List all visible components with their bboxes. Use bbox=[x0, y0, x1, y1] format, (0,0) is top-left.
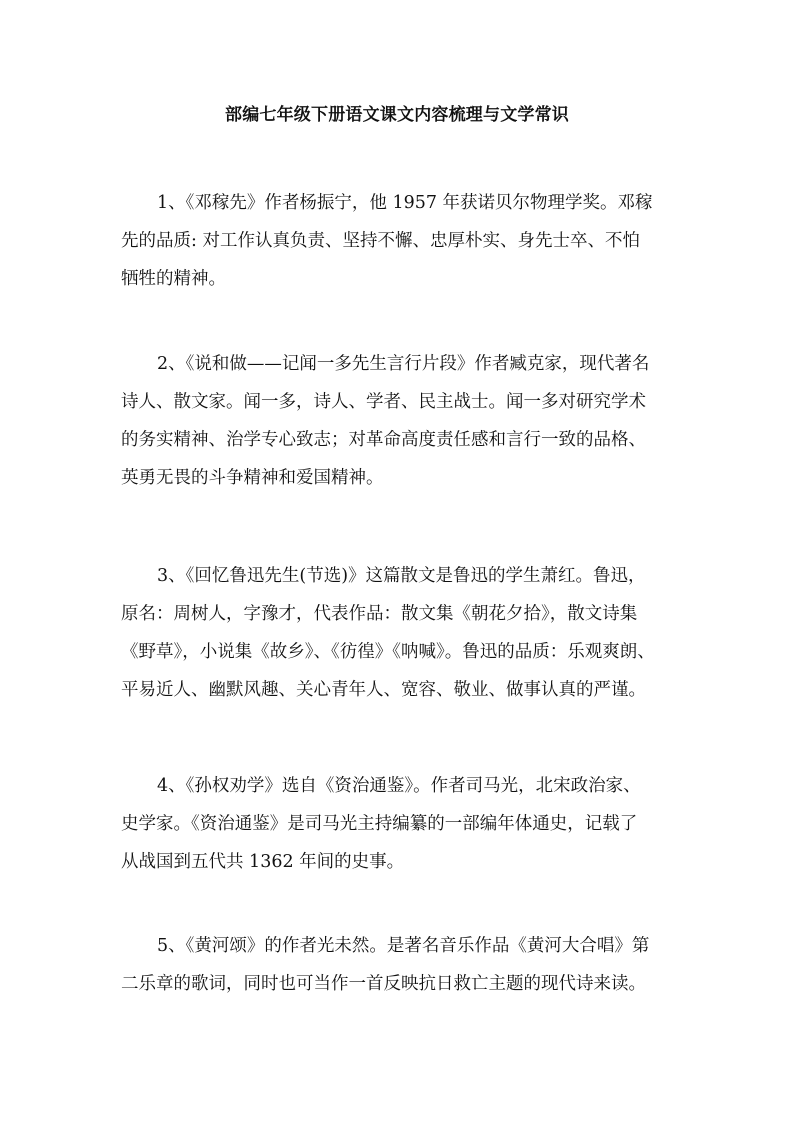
paragraph-line: 原名：周树人，字豫才，代表作品：散文集《朝花夕拾》，散文诗集 bbox=[121, 604, 638, 624]
paragraph-line: 4、《孙权劝学》选自《资治通鉴》。作者司马光，北宋政治家、 bbox=[157, 776, 641, 796]
document-title: 部编七年级下册语文课文内容梳理与文学常识 bbox=[225, 105, 569, 125]
paragraph-5 bbox=[121, 927, 681, 1003]
paragraph-line: 平易近人、幽默风趣、关心青年人、宽容、敬业、做事认真的严谨。 bbox=[121, 680, 646, 700]
paragraph-4 bbox=[121, 767, 681, 881]
paragraph-line: 史学家。《资治通鉴》是司马光主持编纂的一部编年体通史，记载了 bbox=[121, 814, 638, 834]
paragraph-line: 5、《黄河颂》的作者光未然。是著名音乐作品《黄河大合唱》第 bbox=[157, 936, 650, 956]
paragraph-line: 诗人、散文家。闻一多，诗人、学者、民主战士。闻一多对研究学术 bbox=[121, 392, 646, 412]
paragraph-1 bbox=[121, 184, 681, 298]
paragraph-line: 牺牲的精神。 bbox=[121, 269, 226, 289]
paragraph-line: 《野草》，小说集《故乡》、《彷徨》《呐喊》。鲁迅的品质：乐观爽朗、 bbox=[121, 642, 655, 662]
paragraph-line: 从战国到五代共 1362 年间的史事。 bbox=[121, 852, 405, 872]
paragraph-line: 1、《邓稼先》作者杨振宁，他 1957 年获诺贝尔物理学奖。邓稼 bbox=[157, 193, 653, 213]
paragraph-line: 3、《回忆鲁迅先生(节选)》这篇散文是鲁迅的学生萧红。鲁迅， bbox=[157, 566, 646, 586]
paragraph-line: 二乐章的歌词，同时也可当作一首反映抗日救亡主题的现代诗来读。 bbox=[121, 974, 646, 994]
paragraph-line: 英勇无畏的斗争精神和爱国精神。 bbox=[121, 468, 384, 488]
paragraph-line: 先的品质: 对工作认真负责、坚持不懈、忠厚朴实、身先士卒、不怕 bbox=[121, 231, 640, 251]
paragraph-line: 2、《说和做——记闻一多先生言行片段》作者臧克家，现代著名 bbox=[157, 354, 650, 374]
paragraph-line: 的务实精神、治学专心致志；对革命高度责任感和言行一致的品格、 bbox=[121, 430, 646, 450]
paragraph-2 bbox=[121, 345, 681, 497]
paragraph-3 bbox=[121, 557, 681, 709]
